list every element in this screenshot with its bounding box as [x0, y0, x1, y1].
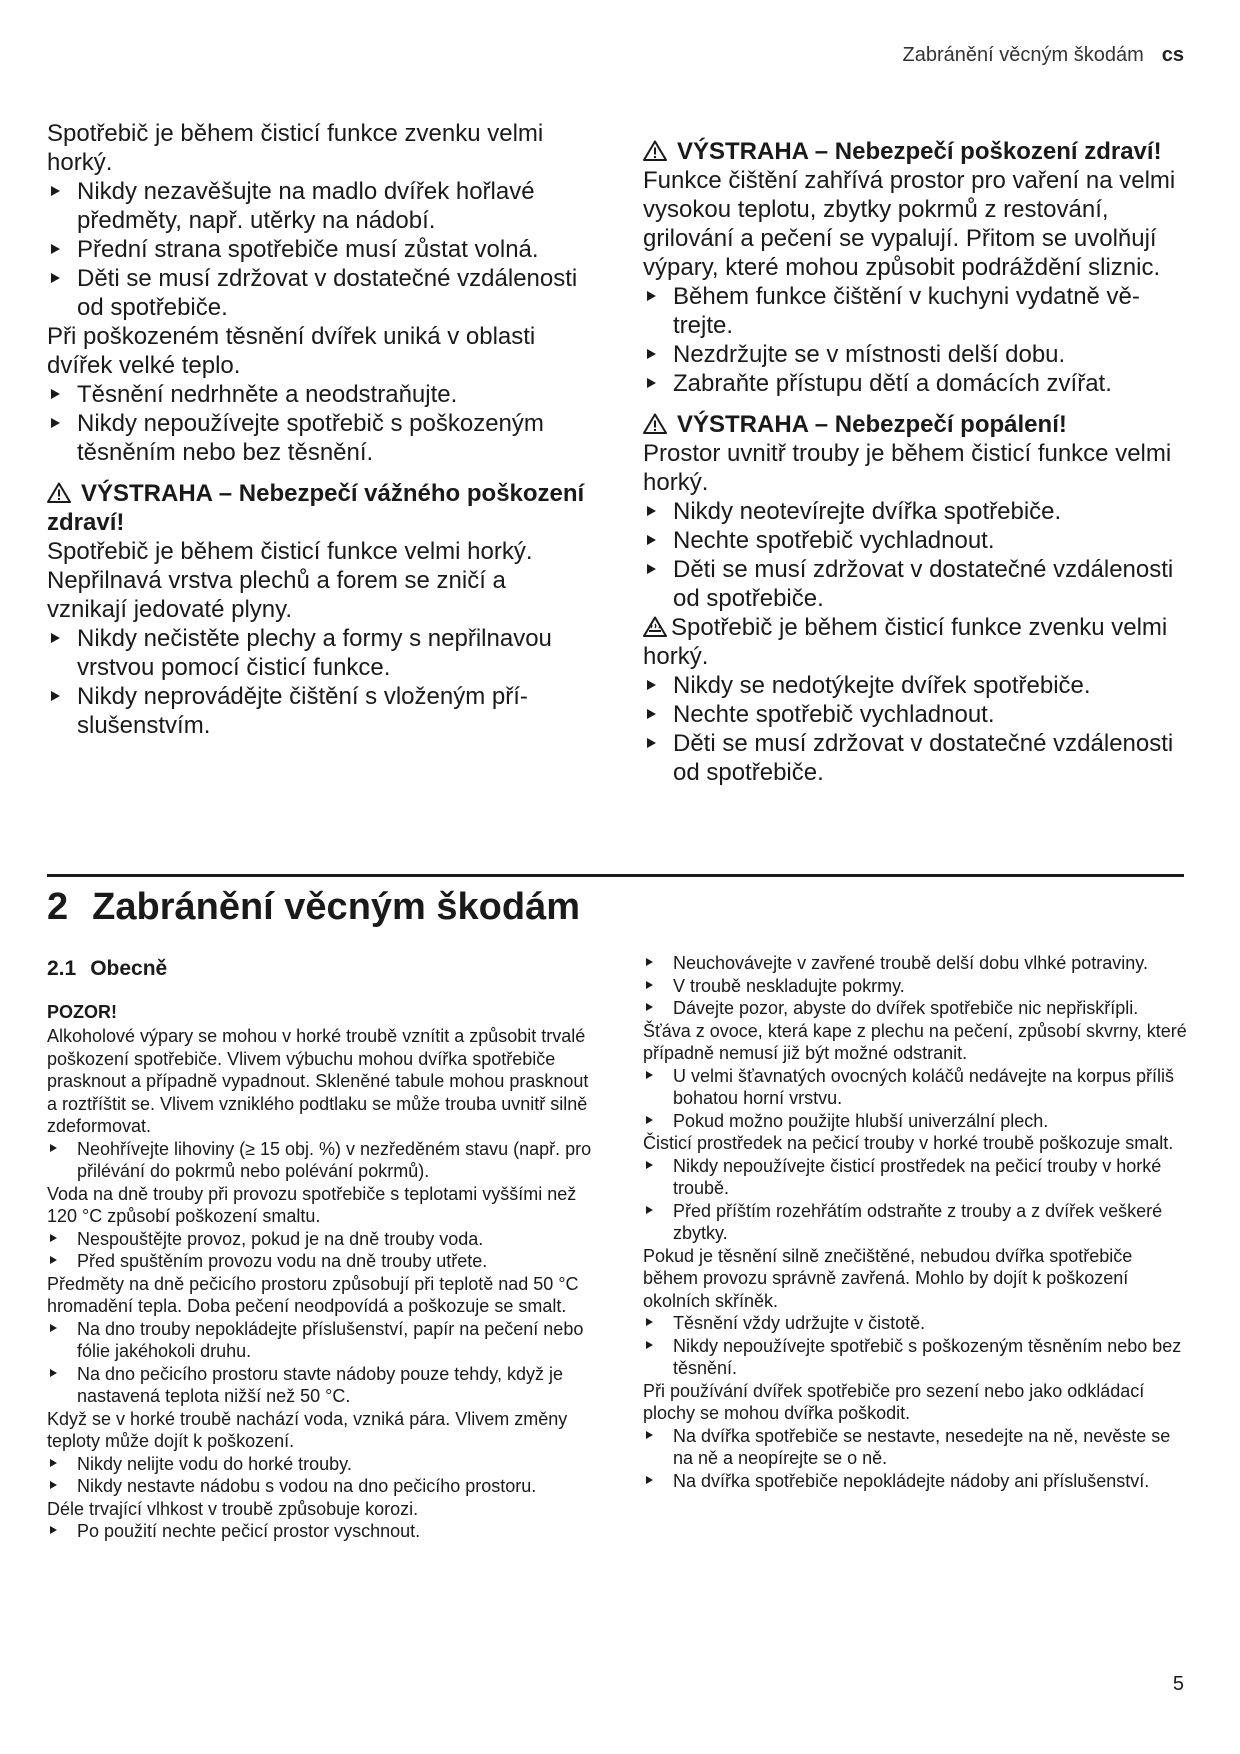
bullet-list — [47, 1228, 592, 1273]
list-item: Neohřívejte lihoviny (≥ 15 obj. %) v nezředěném stavu (např. pro přilévání do pokrmů nebo polévání pokrmů). — [47, 1138, 592, 1183]
paragraph: Spotřebič je během čisticí funkce zvenku velmi horký. — [47, 120, 544, 176]
list-item: Nikdy nečistěte plechy a formy s nepřilnavou vrstvou pomocí čisticí funkce. — [47, 624, 587, 682]
list-item: Zabraňte přístupu dětí a domácích zvířat. — [643, 369, 1188, 398]
bullet-list — [47, 1318, 592, 1408]
paragraph: Šťáva z ovoce, která kape z plechu na pečení, způsobí skvrny, které případně nemusí již být možné odstranit. — [643, 1020, 1187, 1063]
warning-heading — [643, 410, 1188, 439]
list-item: Nikdy nezavěšujte na madlo dvířek hořlavé předměty, např. utěrky na nádobí. — [47, 177, 587, 235]
top-right-column — [643, 125, 1188, 787]
list-item: Pokud možno použijte hlubší univerzální plech. — [643, 1110, 1188, 1133]
list-item: Nikdy nelijte vodu do horké trouby. — [47, 1453, 592, 1476]
bullet-list — [643, 1155, 1188, 1245]
section-heading: 2 Zabránění věcným škodám — [47, 886, 580, 928]
paragraph: Voda na dně trouby při provozu spotřebiče s teplotami vyššími než 120 °C způsobí poškození smaltu. — [47, 1183, 577, 1226]
list-item: Nechte spotřebič vychladnout. — [643, 700, 1188, 729]
paragraph: Alkoholové výpary se mohou v horké troubě vznítit a způsobit trvalé poškození spotřebiče. Vlivem výbuchu mohou dvířka spotřebiče prasknout a případně vypadnout. Skleněné tabule mohou prasknout a roztříštit se. Vlivem vzniklého podtlaku se může trouba uvnitř silně zdeformovat. — [47, 1026, 589, 1136]
list-item: Přední strana spotřebiče musí zůstat volná. — [47, 235, 587, 264]
list-item: Na dno trouby nepokládejte příslušenství, papír na pečení nebo fólie jakéhokoli druhu. — [47, 1318, 592, 1363]
list-item: Nespouštějte provoz, pokud je na dně trouby voda. — [47, 1228, 592, 1251]
header-title: Zabránění věcným škodám — [902, 44, 1144, 66]
bullet-list — [643, 1425, 1188, 1493]
list-item: Na dno pečicího prostoru stavte nádoby pouze tehdy, když je nastavená teplota nižší než 50 °C. — [47, 1363, 592, 1408]
bullet-list — [643, 671, 1188, 787]
paragraph-text: Spotřebič je během čisticí funkce zvenku velmi horký. — [643, 614, 1168, 670]
list-item: Během funkce čištění v kuchyni vydatně větrejte. — [643, 282, 1188, 340]
bullet-list — [47, 380, 587, 467]
bullet-list — [643, 1065, 1188, 1133]
paragraph: Když se v horké troubě nachází voda, vzniká pára. Vlivem změny teploty může dojít k poškození. — [47, 1408, 568, 1451]
paragraph: Spotřebič je během čisticí funkce velmi horký. Nepřilnavá vrstva plechů a forem se zničí a vznikají jedovaté plyny. — [47, 538, 533, 623]
bullet-list — [47, 177, 587, 322]
bullet-list — [47, 624, 587, 740]
list-item: V troubě neskladujte pokrmy. — [643, 975, 1188, 998]
paragraph: Funkce čištění zahřívá prostor pro vaření na velmi vysokou teplotu, zbytky pokrmů z restování, grilování a pečení se vypalují. Přitom se uvolňují výpary, které mohou způsobit podráždění sliznic. — [643, 167, 1176, 281]
list-item: Nikdy se nedotýkejte dvířek spotřebiče. — [643, 671, 1188, 700]
list-item: Neuchovávejte v zavřené troubě delší dobu vlhké potraviny. — [643, 952, 1188, 975]
bullet-list — [643, 952, 1188, 1020]
warning-icon — [47, 482, 71, 503]
warning-text: VÝSTRAHA – Nebezpečí vážného poškození zdraví! — [47, 480, 585, 536]
list-item: U velmi šťavnatých ovocných koláčů nedávejte na korpus příliš bohatou horní vrstvu. — [643, 1065, 1188, 1110]
list-item: Nikdy nepoužívejte čisticí prostředek na pečicí trouby v horké troubě. — [643, 1155, 1188, 1200]
list-item: Nezdržujte se v místnosti delší dobu. — [643, 340, 1188, 369]
paragraph: Déle trvající vlhkost v troubě způsobuje korozi. — [47, 1498, 419, 1519]
subsection-heading: 2.1 Obecně — [47, 957, 168, 980]
bullet-list — [643, 1312, 1188, 1380]
list-item: Před příštím rozehřátím odstraňte z trouby a z dvířek veškeré zbytky. — [643, 1200, 1188, 1245]
warning-text: VÝSTRAHA – Nebezpečí poškození zdraví! — [677, 138, 1162, 165]
paragraph: Pokud je těsnění silně znečištěné, nebudou dvířka spotřebiče během provozu správně zavřená. Mohlo by dojít k poškození okolních skříněk. — [643, 1245, 1133, 1311]
list-item: Nikdy neprovádějte čištění s vloženým příslušenstvím. — [47, 682, 587, 740]
warning-text: VÝSTRAHA – Nebezpečí popálení! — [677, 411, 1067, 438]
bullet-list — [643, 497, 1188, 613]
list-item: Nikdy nepoužívejte spotřebič s poškozeným těsněním nebo bez těsnění. — [643, 1335, 1188, 1380]
warning-icon — [643, 140, 667, 161]
running-header — [903, 44, 1184, 67]
bullet-list — [47, 1138, 592, 1183]
list-item: Nikdy nestavte nádobu s vodou na dno pečicího prostoru. — [47, 1475, 592, 1498]
list-item: Nikdy neotevírejte dvířka spotřebiče. — [643, 497, 1188, 526]
warning-heading — [643, 137, 1188, 166]
list-item: Těsnění nedrhněte a neodstraňujte. — [47, 380, 587, 409]
list-item: Po použití nechte pečicí prostor vyschnout. — [47, 1520, 592, 1543]
caution-label: POZOR! — [47, 1001, 117, 1022]
top-left-column — [47, 119, 587, 740]
paragraph: Předměty na dně pečicího prostoru způsobují při teplotě nad 50 °C hromadění tepla. Doba pečení neodpovídá a poškozuje se smalt. — [47, 1273, 579, 1316]
paragraph: Při poškozeném těsnění dvířek uniká v oblasti dvířek velké teplo. — [47, 323, 536, 379]
list-item: Děti se musí zdržovat v dostatečné vzdálenosti od spotřebiče. — [643, 555, 1188, 613]
list-item: Před spuštěním provozu vodu na dně trouby utřete. — [47, 1250, 592, 1273]
language-code: cs — [1161, 44, 1184, 66]
list-item: Děti se musí zdržovat v dostatečné vzdálenosti od spotřebiče. — [643, 729, 1188, 787]
list-item: Nikdy nepoužívejte spotřebič s poškozeným těsněním nebo bez těsnění. — [47, 409, 587, 467]
bullet-list — [47, 1520, 592, 1543]
bullet-list — [643, 282, 1188, 398]
paragraph: Čisticí prostředek na pečicí trouby v horké troubě poškozuje smalt. — [643, 1133, 1174, 1153]
section-divider — [47, 874, 1184, 877]
list-item: Na dvířka spotřebiče se nestavte, nesedejte na ně, nevěste se na ně a neopírejte se o ně. — [643, 1425, 1188, 1470]
list-item: Dávejte pozor, abyste do dvířek spotřebiče nic nepřiskřípli. — [643, 997, 1188, 1020]
hot-surface-paragraph — [643, 613, 1188, 671]
warning-icon — [643, 413, 667, 434]
page-number: 5 — [1172, 1673, 1184, 1695]
list-item: Těsnění vždy udržujte v čistotě. — [643, 1312, 1188, 1335]
warning-heading — [47, 479, 587, 537]
paragraph: Prostor uvnitř trouby je během čisticí funkce velmi horký. — [643, 440, 1172, 496]
paragraph: Při používání dvířek spotřebiče pro sezení nebo jako odkládací plochy se mohou dvířka poškodit. — [643, 1380, 1145, 1423]
list-item: Na dvířka spotřebiče nepokládejte nádoby ani příslušenství. — [643, 1470, 1188, 1493]
list-item: Nechte spotřebič vychladnout. — [643, 526, 1188, 555]
bullet-list — [47, 1453, 592, 1498]
hot-surface-icon — [643, 616, 667, 637]
bottom-left-column — [47, 958, 592, 1543]
bottom-right-column — [643, 952, 1188, 1492]
list-item: Děti se musí zdržovat v dostatečné vzdálenosti od spotřebiče. — [47, 264, 587, 322]
